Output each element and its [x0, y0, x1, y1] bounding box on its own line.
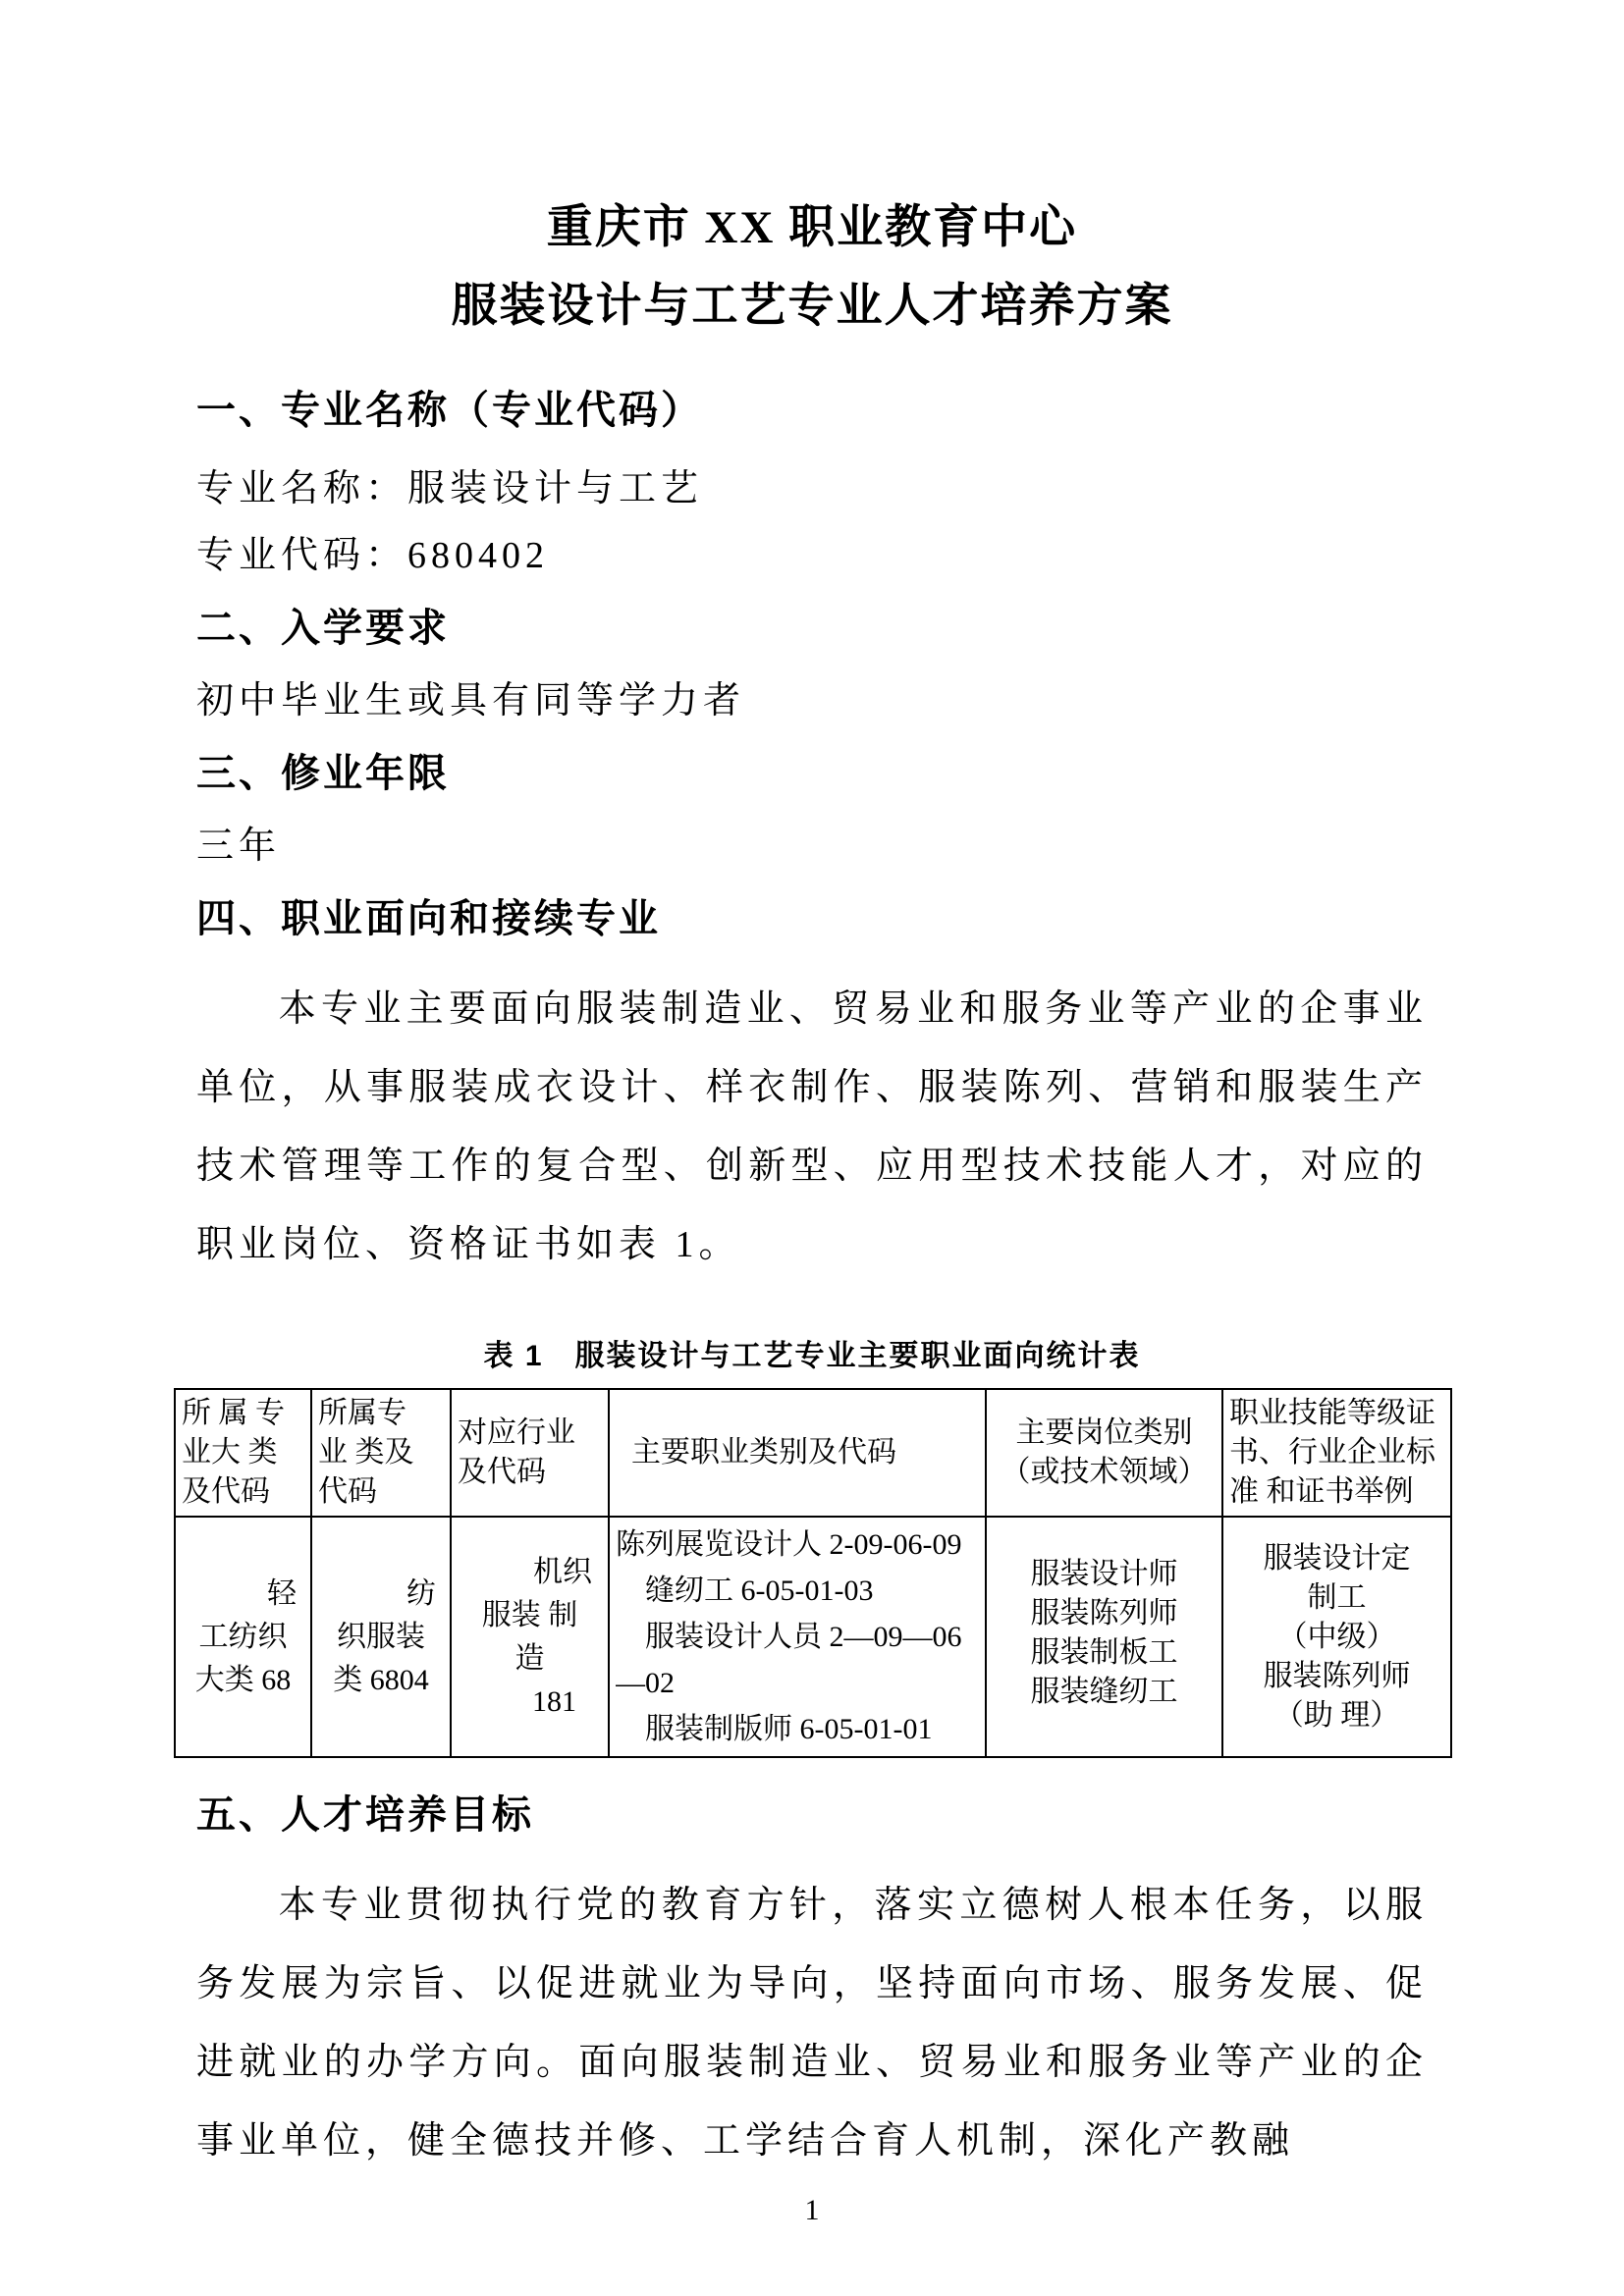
header-line: 及代码 [458, 1456, 546, 1488]
cell-line: 181 [532, 1684, 576, 1718]
section-heading-4: 四、职业面向和接续专业 [196, 897, 661, 940]
cell-line: 类 6804 [333, 1663, 429, 1696]
header-line: 主要职业类别及代码 [631, 1436, 896, 1468]
section-heading-1: 一、专业名称（专业代码） [196, 389, 703, 432]
cell-line: 陈列展览设计人 2-09-06-09 [616, 1528, 962, 1561]
cell-line: 服装缝纫工 [1030, 1675, 1178, 1708]
cell-line: 缝纫工 6-05-01-03 [645, 1575, 874, 1607]
cell-line: 服装陈列师 [1030, 1596, 1178, 1629]
header-line: 书、行业企业标 [1229, 1436, 1435, 1468]
study-duration-line: 三年 [196, 826, 282, 867]
cell-line: 造 [514, 1641, 545, 1675]
cell-line: 服装设计定 [1263, 1541, 1411, 1575]
header-line: 业大 类 [182, 1436, 278, 1468]
cell-major-category [311, 1517, 451, 1757]
cell-line: （助 理） [1273, 1698, 1400, 1732]
major-code-line: 专业代码：680402 [196, 535, 550, 576]
col-header-industry [451, 1389, 609, 1517]
cell-line: 服装制板工 [1030, 1635, 1178, 1669]
header-line: 准 和证书举例 [1229, 1475, 1414, 1508]
header-line: 所属专 [318, 1397, 406, 1429]
cell-line: 服装制版师 6-05-01-01 [645, 1713, 933, 1745]
cell-line: 服装设计人员 2—09—06 [645, 1621, 962, 1653]
cell-line: 服装 制 [481, 1598, 578, 1631]
training-objective-paragraph: 本专业贯彻执行党的教育方针，落实立德树人根本任务，以服务发展为宗旨、以促进就业为导向，坚持面向市场、服务发展、促进就业的办学方向。面向服装制造业、贸易业和服务业等产业的企事业单位，健全德技并修、工学结合育人机制，深化产教融 [196, 1885, 1428, 2162]
cell-block [1031, 1555, 1178, 1712]
cell-line: 织服装 [337, 1620, 425, 1653]
major-name-line: 专业名称：服装设计与工艺 [196, 468, 704, 509]
career-orientation-table [174, 1388, 1452, 1758]
cell-line: 制工 [1307, 1580, 1367, 1614]
header-line: 对应行业 [458, 1416, 575, 1449]
cell-major-big-category [175, 1517, 311, 1757]
section-heading-5: 五、人才培养目标 [196, 1793, 534, 1837]
cell-line: 机织 [533, 1555, 592, 1588]
cell-post-categories [986, 1517, 1222, 1757]
table-body-row [175, 1517, 1451, 1757]
cell-industry [451, 1517, 609, 1757]
section-heading-3: 三、修业年限 [196, 752, 450, 795]
admission-requirement-line: 初中毕业生或具有同等学力者 [196, 680, 746, 721]
col-header-post-category [986, 1389, 1222, 1517]
cell-line: —02 [616, 1667, 675, 1699]
cell-line: 工纺织 [198, 1620, 288, 1653]
col-header-major-category [311, 1389, 451, 1517]
header-line: 及代码 [182, 1475, 270, 1508]
header-line: 代码 [318, 1475, 377, 1508]
cell-line: 轻 [267, 1576, 297, 1610]
cell-line: 服装陈列师 [1263, 1659, 1411, 1692]
career-orientation-paragraph: 本专业主要面向服装制造业、贸易业和服务业等产业的企事业单位，从事服装成衣设计、样衣制作、服装陈列、营销和服装生产技术管理等工作的复合型、创新型、应用型技术技能人才，对应的职业岗位、资格证书如表 1。 [196, 988, 1428, 1265]
cell-line: 大类 68 [194, 1663, 292, 1696]
cell-certificates [1222, 1517, 1451, 1757]
header-line: （或技术领域） [1001, 1456, 1208, 1488]
doc-title-line2: 服装设计与工艺专业人才培养方案 [451, 281, 1173, 332]
section-heading-2: 二、入学要求 [196, 607, 450, 650]
header-line: 业 类及 [318, 1436, 414, 1468]
doc-title-line1: 重庆市 XX 职业教育中心 [546, 202, 1078, 253]
col-header-major-big-category [175, 1389, 311, 1517]
cell-occupation-codes [609, 1517, 986, 1757]
col-header-certificates [1222, 1389, 1451, 1517]
header-line: 所 属 专 [182, 1397, 285, 1429]
cell-line: （中级） [1277, 1620, 1396, 1653]
header-line: 主要岗位类别 [1015, 1416, 1193, 1449]
table-caption: 表 1 服装设计与工艺专业主要职业面向统计表 [483, 1340, 1141, 1372]
cell-line: 纺 [406, 1576, 436, 1610]
col-header-occupation [609, 1389, 986, 1517]
header-line: 职业技能等级证 [1229, 1397, 1435, 1429]
table-header-row [175, 1389, 1451, 1517]
page-number: 1 [804, 2194, 820, 2226]
cell-line: 服装设计师 [1030, 1557, 1178, 1590]
